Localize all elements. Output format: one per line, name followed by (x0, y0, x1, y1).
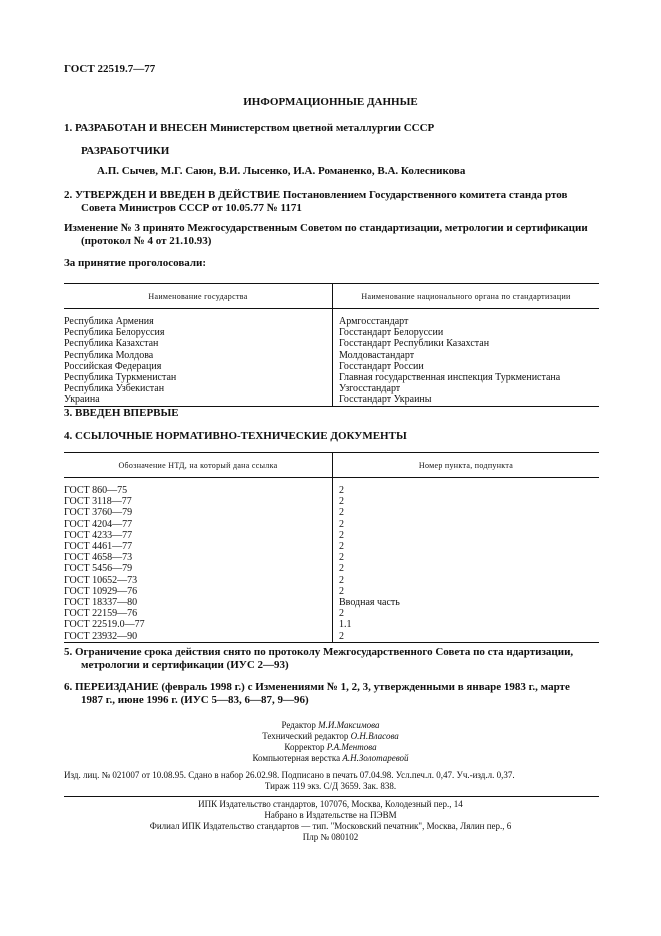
table-row (64, 552, 599, 563)
ref-doc: ГОСТ 4233—77 (64, 530, 333, 541)
state-name: Республика Белоруссия (64, 327, 333, 338)
section-5-line1: 5. Ограничение срока действия снято по протоколу Межгосударственного Совета по ста ндартизации, (64, 646, 574, 658)
table-row (64, 507, 599, 518)
table-row (64, 361, 599, 372)
references-table (64, 452, 599, 643)
ref-doc: ГОСТ 18337—80 (64, 597, 333, 608)
publisher-line: Плр № 080102 (302, 832, 359, 842)
section-2-line1: 2. УТВЕРЖДЕН И ВВЕДЕН В ДЕЙСТВИЕ Постановлением Государственного комитета станда ртов (64, 189, 568, 201)
table-row (64, 478, 599, 497)
credit-tech (0, 731, 661, 742)
ref-doc: ГОСТ 4204—77 (64, 519, 333, 530)
section-6-line2: 1987 г., июне 1996 г. (ИУС 5—83, 6—87, 9—96) (81, 694, 309, 706)
table-row (64, 619, 599, 630)
ref-clause: 2 (333, 631, 600, 643)
standards-body: Узгосстандарт (339, 383, 401, 395)
state-name: Республика Армения (64, 309, 333, 328)
refs-col-doc: Обозначение НТД, на который дана ссылка (64, 453, 333, 478)
ref-doc: ГОСТ 860—75 (64, 478, 333, 497)
table-row (64, 372, 599, 383)
standards-body: Молдовастандарт (339, 349, 415, 361)
credit-person: Р.А.Ментова (326, 742, 377, 752)
table-row (64, 597, 599, 608)
change-line2: (протокол № 4 от 21.10.93) (81, 235, 212, 247)
ref-clause: 2 (339, 574, 344, 586)
credit-label: Компьютерная верстка (252, 753, 341, 763)
publisher-block (0, 799, 661, 843)
credit-layout (0, 753, 661, 764)
section-6-line1: 6. ПЕРЕИЗДАНИЕ (февраль 1998 г.) с Изменениями № 1, 2, 3, утвержденными в январе 1983 г., марте (64, 681, 570, 693)
state-name: Республика Молдова (64, 350, 333, 361)
credit-person: А.Н.Золотаревой (342, 753, 409, 763)
states-col-body: Наименование национального органа по стандартизации (333, 284, 600, 309)
publisher-line: ИПК Издательство стандартов, 107076, Москва, Колодезный пер., 14 (198, 799, 463, 809)
imprint-line1: Изд. лиц. № 021007 от 10.08.95. Сдано в набор 26.02.98. Подписано в печать 07.04.98. Усл.печ.л. 0,47. Уч.-изд.л. 0,37. (64, 770, 515, 780)
ref-clause: 1.1 (339, 619, 352, 631)
ref-doc: ГОСТ 23932—90 (64, 631, 333, 643)
standards-body: Главная государственная инспекция Туркменистана (339, 372, 561, 384)
ref-doc: ГОСТ 22159—76 (64, 608, 333, 619)
states-table (64, 283, 599, 407)
standards-body: Армгосстандарт (339, 316, 409, 327)
ref-clause: 2 (339, 585, 344, 597)
ref-doc: ГОСТ 4658—73 (64, 552, 333, 563)
table-row (64, 575, 599, 586)
credits-block (0, 720, 661, 764)
table-row (64, 350, 599, 361)
publisher-line: Набрано в Издательстве на ПЭВМ (264, 810, 397, 820)
ref-clause: 2 (339, 518, 344, 530)
state-name: Республика Туркменистан (64, 372, 333, 383)
ref-clause: 2 (339, 552, 344, 564)
table-row (64, 519, 599, 530)
ref-clause: Вводная часть (339, 597, 400, 609)
ref-doc: ГОСТ 22519.0—77 (64, 619, 333, 630)
ref-doc: ГОСТ 3118—77 (64, 496, 333, 507)
publisher-line: Филиал ИПК Издательство стандартов — тип. "Московский печатник", Москва, Лялин пер., 6 (149, 821, 512, 831)
section-4: 4. ССЫЛОЧНЫЕ НОРМАТИВНО-ТЕХНИЧЕСКИЕ ДОКУМЕНТЫ (64, 430, 407, 442)
table-row (64, 541, 599, 552)
table-row (64, 608, 599, 619)
ref-clause: 2 (339, 496, 344, 508)
ref-doc: ГОСТ 10652—73 (64, 575, 333, 586)
section-3: 3. ВВЕДЕН ВПЕРВЫЕ (64, 407, 179, 419)
doc-id: ГОСТ 22519.7—77 (64, 63, 156, 75)
ref-clause: 2 (339, 608, 344, 620)
imprint-line2: Тираж 119 экз. С/Д 3659. Зак. 838. (264, 781, 397, 791)
state-name: Украина (64, 394, 333, 406)
developers-list: А.П. Сычев, М.Г. Саюн, В.И. Лысенко, И.А. Романенко, В.А. Колесникова (97, 165, 466, 177)
ref-clause: 2 (339, 507, 344, 519)
table-row (64, 563, 599, 574)
state-name: Республика Узбекистан (64, 383, 333, 394)
table-row (64, 530, 599, 541)
table-row (64, 309, 599, 328)
credit-label: Корректор (284, 742, 325, 752)
divider (64, 796, 599, 797)
ref-clause: 2 (339, 541, 344, 553)
change-line1: Изменение № 3 принято Межгосударственным Советом по стандартизации, метрологии и сертификации (64, 222, 588, 234)
standards-body: Госстандарт Республики Казахстан (339, 338, 490, 350)
developers-label: РАЗРАБОТЧИКИ (81, 145, 170, 157)
state-name: Российская Федерация (64, 361, 333, 372)
credit-editor (0, 720, 661, 731)
ref-clause: 2 (339, 485, 344, 496)
table-row (64, 338, 599, 349)
table-row (64, 496, 599, 507)
ref-clause: 2 (339, 529, 344, 541)
standards-body: Госстандарт Белоруссии (339, 327, 444, 339)
credit-label: Технический редактор (262, 731, 349, 741)
standards-body: Госстандарт Украины (333, 394, 600, 406)
states-col-state: Наименование государства (64, 284, 333, 309)
table-row (64, 394, 599, 406)
section-1: 1. РАЗРАБОТАН И ВНЕСЕН Министерством цветной металлургии СССР (64, 122, 435, 134)
table-row (64, 327, 599, 338)
ref-doc: ГОСТ 10929—76 (64, 586, 333, 597)
table-row (64, 383, 599, 394)
standards-body: Госстандарт России (339, 360, 424, 372)
ref-doc: ГОСТ 5456—79 (64, 563, 333, 574)
ref-clause: 2 (339, 563, 344, 575)
credit-label: Редактор (281, 720, 316, 730)
section-5-line2: метрологии и сертификации (ИУС 2—93) (81, 659, 289, 671)
voted-label: За принятие проголосовали: (64, 257, 207, 269)
page-title: ИНФОРМАЦИОННЫЕ ДАННЫЕ (243, 96, 418, 108)
table-row (64, 631, 599, 643)
credit-person: М.И.Максимова (318, 720, 380, 730)
state-name: Республика Казахстан (64, 338, 333, 349)
table-row (64, 586, 599, 597)
refs-col-clause: Номер пункта, подпункта (333, 453, 600, 478)
credit-corrector (0, 742, 661, 753)
ref-doc: ГОСТ 4461—77 (64, 541, 333, 552)
section-2-line2: Совета Министров СССР от 10.05.77 № 1171 (81, 202, 302, 214)
credit-person: О.Н.Власова (350, 731, 399, 741)
ref-doc: ГОСТ 3760—79 (64, 507, 333, 518)
